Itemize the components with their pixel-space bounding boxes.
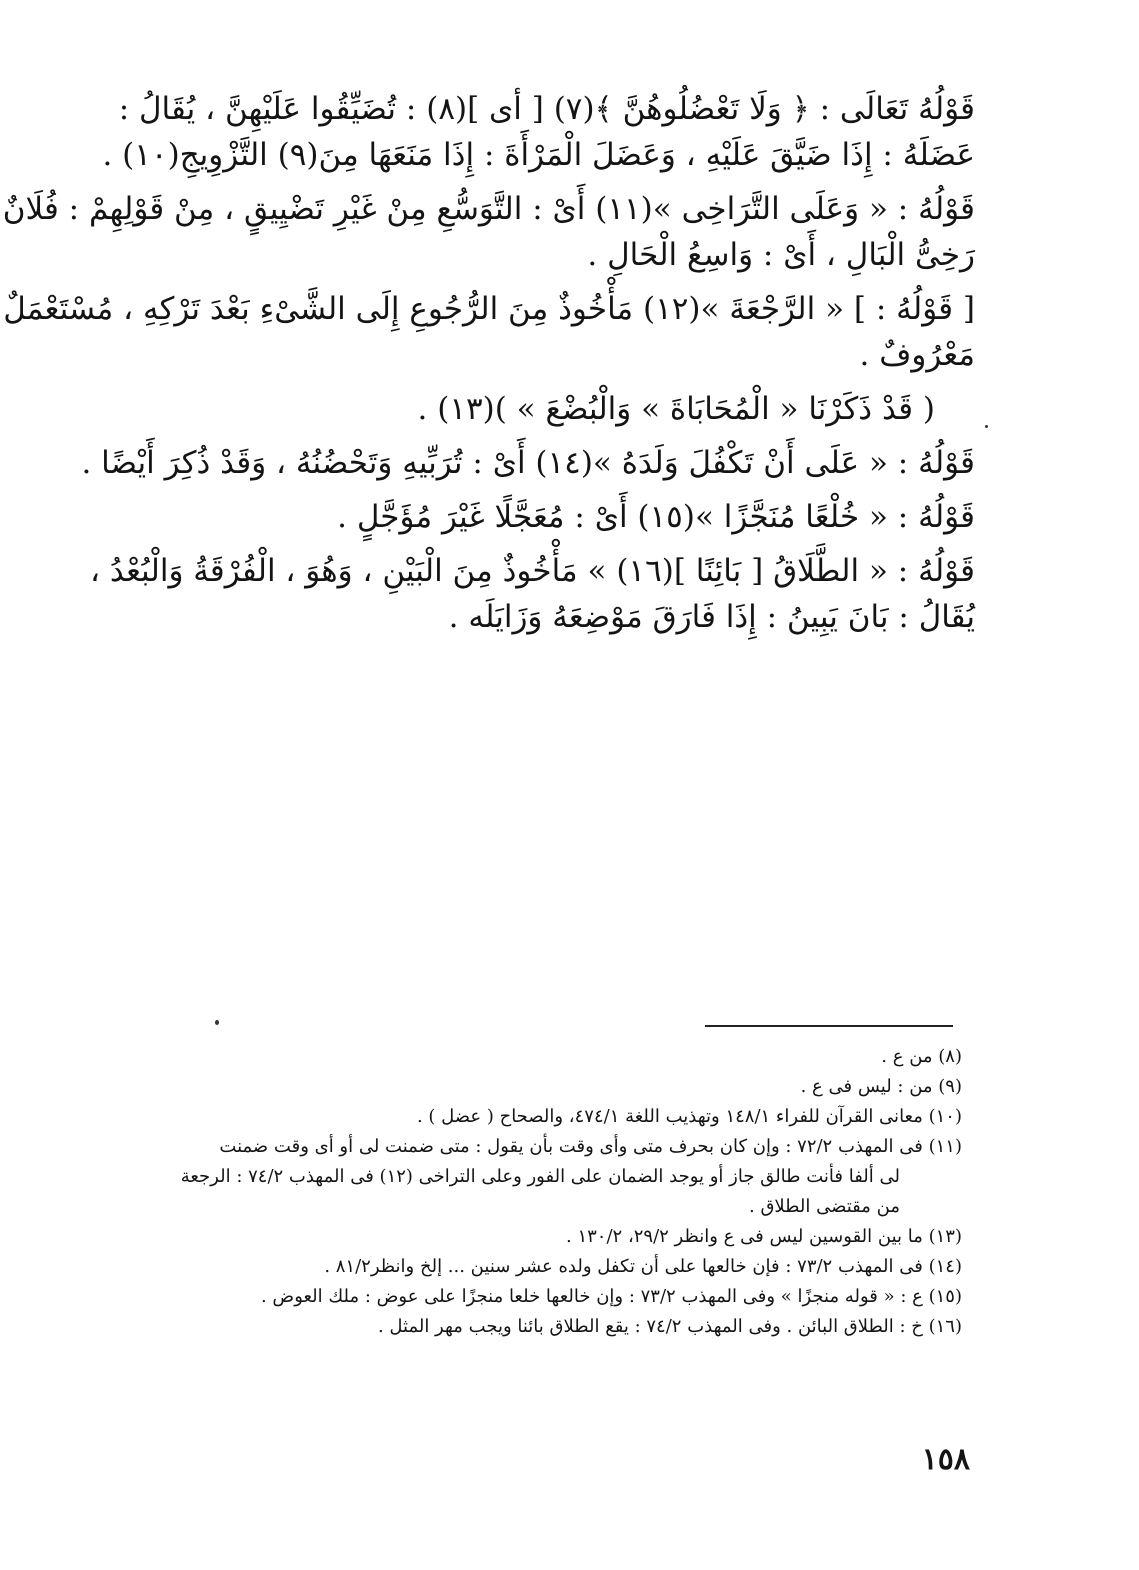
footnotes [120,1042,962,1342]
body-line: رَخِىُّ الْبَالِ ، أَىْ : وَاسِعُ الْحَالِ . [587,237,975,273]
footnote-continuation: لى ألفا فأنت طالق جاز أو يوجد الضمان على الفور وعلى التراخى (١٢) فى المهذب ٧٤/٢ : الرجعة [180,1166,900,1187]
body-line: مَعْرُوفٌ . [859,337,975,373]
footnote: (١٣) ما بين القوسين ليس فى ع وانظر ٢٩/٢، ١٣٠/٢ . [566,1226,962,1247]
scan-speck [215,1020,219,1025]
body-line: قَوْلُهُ : « خُلْعًا مُنَجَّزًا »(١٥) أَىْ : مُعَجَّلًا غَيْرَ مُؤَجَّلٍ . [337,499,975,535]
footnote: (٨) من ع . [881,1046,962,1067]
footnote-continuation: من مقتضى الطلاق . [749,1196,900,1217]
body-line: ( قَدْ ذَكَرْنَا « الْمُحَابَاةَ » وَالْبُضْعَ » )(١٣) . [417,391,935,427]
footnote: (١٤) فى المهذب ٧٣/٢ : فإن خالعها على أن تكفل ولده عشر سنين ... إلخ وانظر٨١/٢ . [324,1256,962,1277]
footnote-separator [705,1025,953,1027]
footnote: (١٦) خ : الطلاق البائن . وفى المهذب ٧٤/٢ : يقع الطلاق بائنا ويجب مهر المثل . [377,1316,962,1337]
footnote: (١١) فى المهذب ٧٢/٢ : وإن كان بحرف متى وأى وقت بأن يقول : متى ضمنت لى أو أى وقت ضمنت [219,1136,962,1157]
scan-speck [985,425,988,428]
main-text [2,86,975,640]
page-number: ١٥٨ [921,1442,970,1477]
footnote: (٩) من : ليس فى ع . [800,1076,962,1097]
body-line: قَوْلُهُ : « وَعَلَى التَّرَاخِى »(١١) أَىْ : التَّوَسُّعِ مِنْ غَيْرِ تَضْيِيقٍ ، مِنْ قَوْلِهِمْ : فُلَانٌ [2,191,975,227]
body-line: قَوْلُهُ تَعَالَى : ﴿ وَلَا تَعْضُلُوهُنَّ ﴾(٧) [ أى ](٨) : تُضَيِّقُوا عَلَيْهِنَّ ، يُقَالُ : [118,91,975,127]
body-line: يُقَالُ : بَانَ يَبِينُ : إِذَا فَارَقَ مَوْضِعَهُ وَزَايَلَه . [448,599,975,635]
body-line: قَوْلُهُ : « عَلَى أَنْ تَكْفُلَ وَلَدَهُ »(١٤) أَىْ : تُرَبِّيهِ وَتَحْضُنُهُ ، وَقَدْ ذُكِرَ أَيْضًا . [81,445,975,481]
body-line: [ قَوْلُهُ : ] « الرَّجْعَةَ »(١٢) مَأْخُوذٌ مِنَ الرُّجُوعِ إِلَى الشَّىْءِ بَعْدَ تَرْكِهِ ، مُسْتَعْمَلٌ [3,291,975,327]
footnote: (١٠) معانى القرآن للفراء ١٤٨/١ وتهذيب اللغة ٤٧٤/١، والصحاح ( عضل ) . [416,1106,962,1127]
body-line: قَوْلُهُ : « الطَّلَاقُ [ بَائِنًا ](١٦) » مَأْخُوذٌ مِنَ الْبَيْنِ ، وَهُوَ ، الْفُرْقَةُ وَالْبُعْدُ ، [89,553,975,589]
body-line: عَضَلَهُ : إِذَا ضَيَّقَ عَلَيْهِ ، وَعَضَلَ الْمَرْأَةَ : إِذَا مَنَعَهَا مِنَ(٩) التَّزْوِيجِ(١٠) . [102,137,975,173]
footnote: (١٥) ع : « قوله منجزًا » وفى المهذب ٧٣/٢ : وإن خالعها خلعا منجزًا على عوض : ملك العوض . [260,1286,962,1307]
